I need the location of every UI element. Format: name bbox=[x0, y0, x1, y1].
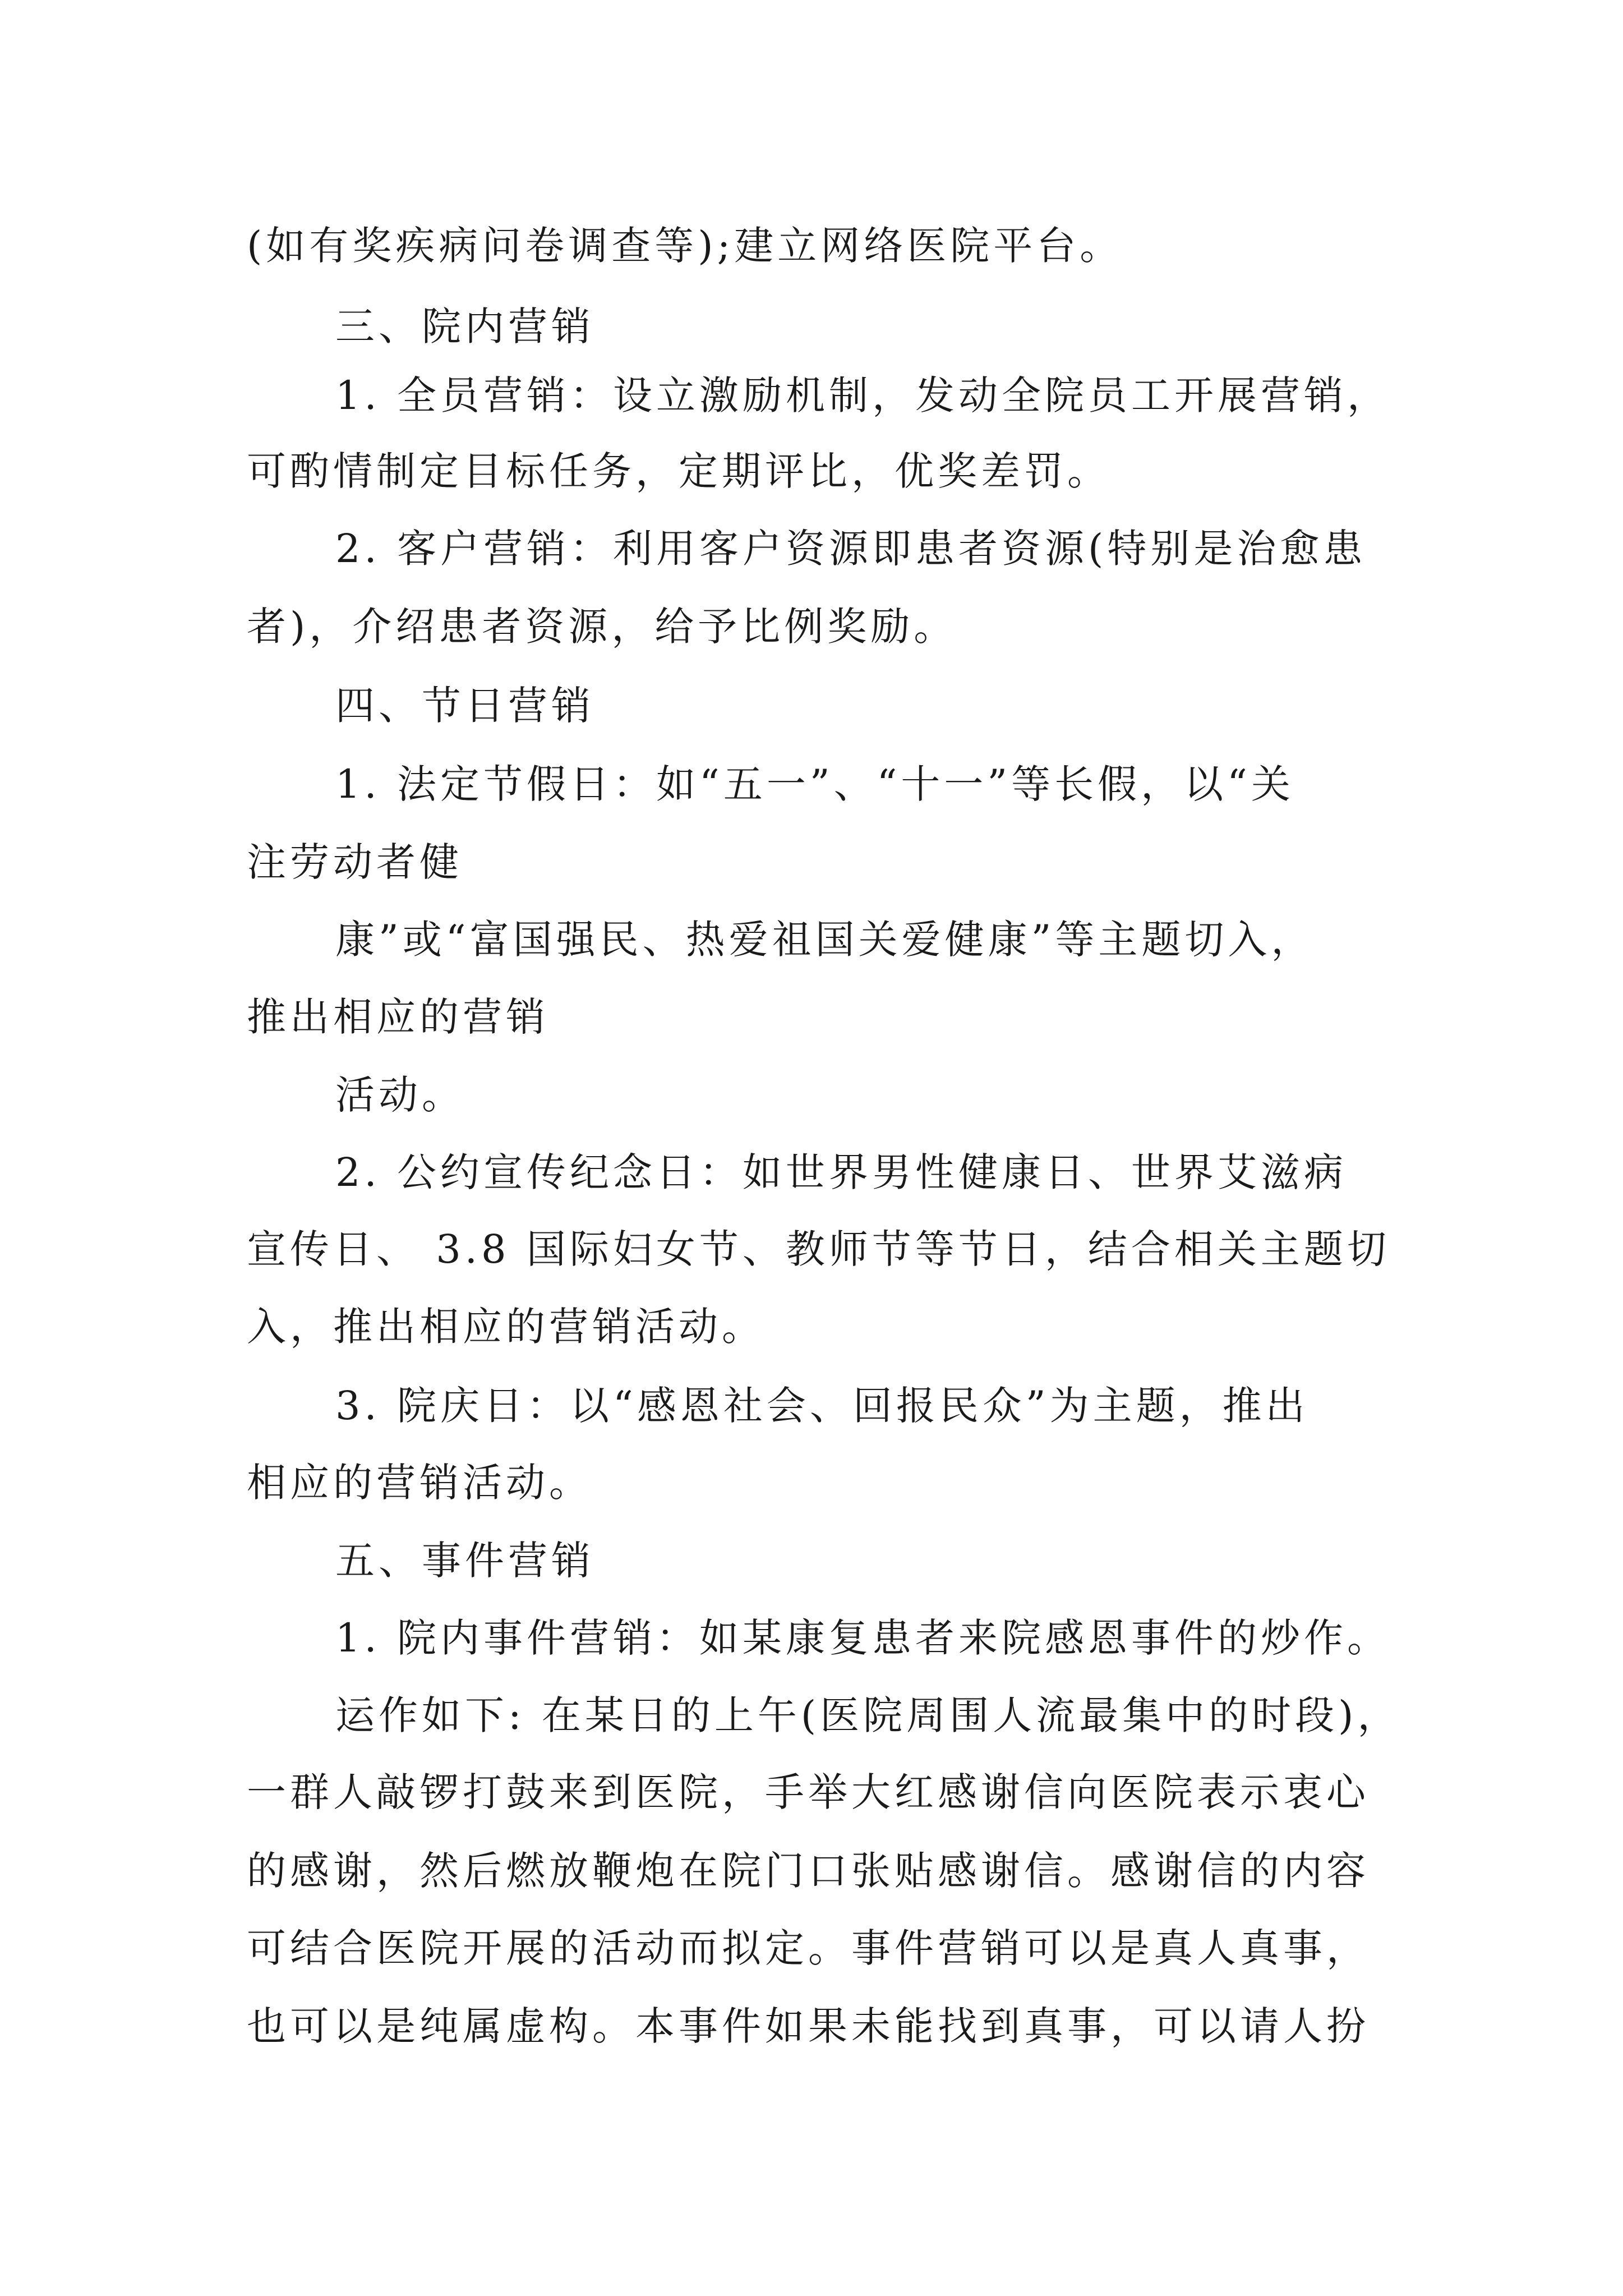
paragraph-line: 可酌情制定目标任务，定期评比，优奖差罚。 bbox=[247, 448, 1110, 494]
paragraph-line: 2. 客户营销：利用客户资源即患者资源(特别是治愈患 bbox=[335, 526, 1367, 572]
paragraph-line: 康”或“富国强民、热爱祖国关爱健康”等主题切入， bbox=[335, 917, 1315, 963]
section-heading: 五、事件营销 bbox=[335, 1538, 594, 1584]
paragraph-line: 2. 公约宣传纪念日：如世界男性健康日、世界艾滋病 bbox=[335, 1149, 1348, 1195]
paragraph-line: (如有奖疾病问卷调查等);建立网络医院平台。 bbox=[247, 223, 1123, 269]
paragraph-line: 运作如下: 在某日的上午(医院周围人流最集中的时段)， bbox=[335, 1692, 1401, 1738]
paragraph-line: 宣传日、 3.8 国际妇女节、教师节等节日，结合相关主题切 bbox=[247, 1226, 1390, 1272]
paragraph-line: 入，推出相应的营销活动。 bbox=[247, 1304, 765, 1350]
paragraph-line: 推出相应的营销 bbox=[247, 994, 549, 1040]
section-heading: 四、节日营销 bbox=[335, 683, 594, 729]
paragraph-line: 相应的营销活动。 bbox=[247, 1460, 592, 1506]
paragraph-line: 的感谢，然后燃放鞭炮在院门口张贴感谢信。感谢信的内容 bbox=[247, 1848, 1370, 1894]
paragraph-line: 可结合医院开展的活动而拟定。事件营销可以是真人真事， bbox=[247, 1925, 1370, 1971]
paragraph-line: 注劳动者健 bbox=[247, 839, 463, 885]
paragraph-line: 也可以是纯属虚构。本事件如果未能找到真事，可以请人扮 bbox=[247, 2003, 1370, 2049]
paragraph-line: 3. 院庆日：以“感恩社会、回报民众”为主题，推出 bbox=[335, 1383, 1309, 1429]
paragraph-line: 1. 法定节假日：如“五一”、“十一”等长假，以“关 bbox=[335, 761, 1294, 807]
paragraph-line: 一群人敲锣打鼓来到医院，手举大红感谢信向医院表示衷心 bbox=[247, 1769, 1370, 1815]
section-heading: 三、院内营销 bbox=[335, 303, 594, 349]
paragraph-line: 活动。 bbox=[335, 1072, 465, 1118]
paragraph-line: 1. 院内事件营销：如某康复患者来院感恩事件的炒作。 bbox=[335, 1615, 1391, 1661]
paragraph-line: 1. 全员营销：设立激励机制，发动全院员工开展营销， bbox=[335, 372, 1391, 418]
paragraph-line: 者)，介绍患者资源，给予比例奖励。 bbox=[247, 604, 957, 650]
